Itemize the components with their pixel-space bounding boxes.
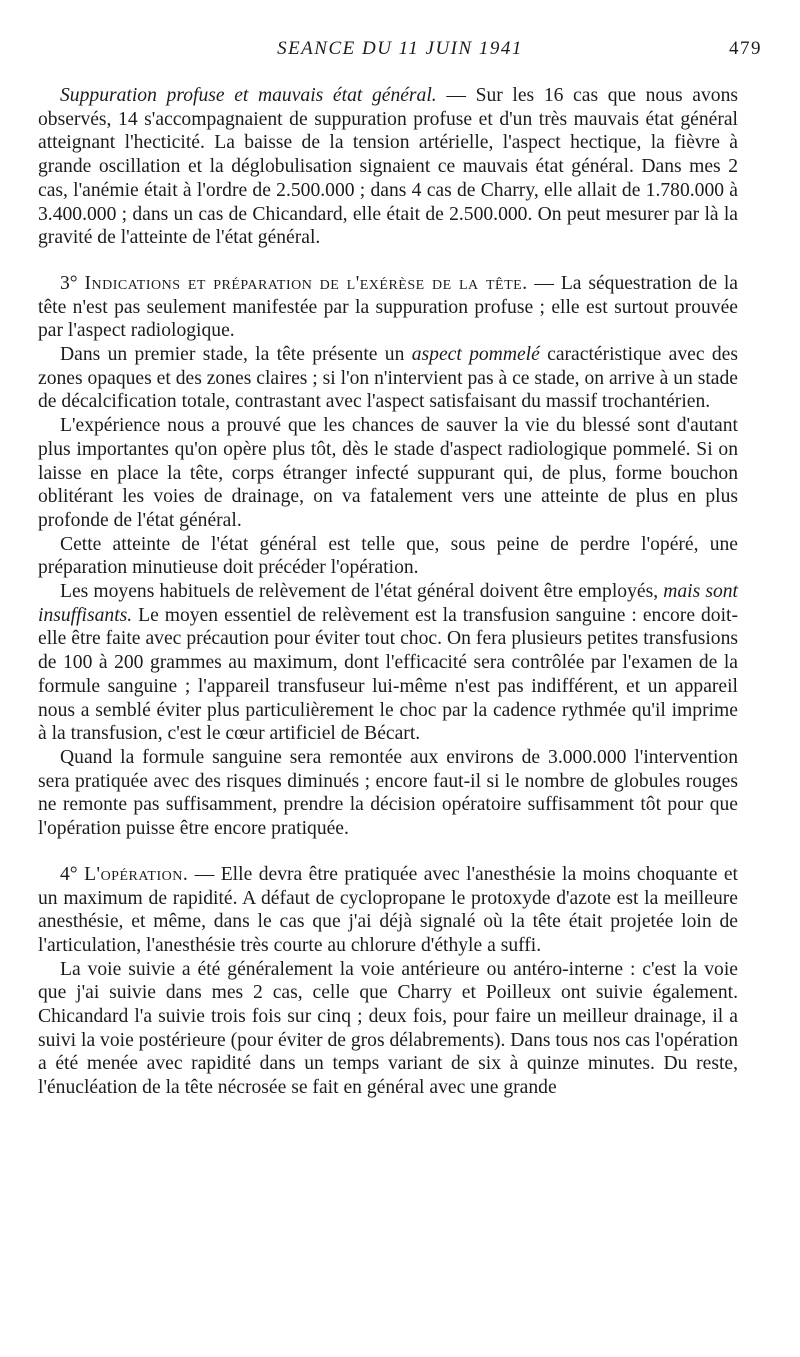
paragraph-moyens — [38, 580, 738, 746]
page-number: 479 — [729, 38, 762, 59]
paragraph-text: caractéristique avec des zones opaques et des zones claires ; si l'on n'intervient pas à ce stade, on arrive à un stade de décalcification totale, contrastant avec l'aspect satisfaisant du massif trochantérien. — [38, 344, 738, 413]
paragraph-text: Le moyen essentiel de relèvement est la transfusion sanguine : encore doit-elle être faite avec précaution pour éviter tout choc. On fera plusieurs petites transfusions de 100 à 200 grammes au maximum, dont l'efficacité sera contrôlée par l'examen de la formule sanguine ; l'appareil transfuseur lui-même n'est pas indifférent, et un appareil nous a semblé éviter plus particulièrement le choc par la cadence rythmée qu'il imprime à la transfusion, c'est le cœur artificiel de Bécart. — [38, 604, 738, 745]
italic-lead: Suppuration profuse et mauvais état général. — [60, 85, 437, 106]
section-3-paragraph — [38, 272, 738, 343]
italic-term: mais sont insuffisants. — [38, 581, 739, 626]
running-title: SEANCE DU 11 JUIN 1941 — [277, 38, 523, 59]
paragraph-suppuration — [38, 84, 738, 250]
section-number: 3° — [60, 272, 78, 294]
paragraph-text: Les moyens habituels de relèvement de l'état général doivent être employés, — [60, 581, 664, 603]
paragraph-voie: La voie suivie a été généralement la voie antérieure ou antéro-interne : c'est la voie que j'ai suivie dans mes 2 cas, celle que Charry et Poilleux ont suivie également. Chicandard l'a suivie trois fois sur cinq ; deux fois, pour faire un meilleur drainage, il a suivi la voie postérieure (pour éviter de gros délabrements). Dans tous nos cas l'opération a été menée avec rapidité dans un temps variant de six à quinze minutes. Du reste, l'énucléation de la tête nécrosée se fait en général avec une grande — [38, 958, 738, 1099]
paragraph-text: — Sur les 16 cas que nous avons observés, 14 s'accompagnaient de suppuration profuse et d'un très mauvais état général atteignant l'hecticité. La baisse de la tension artérielle, l'aspect hectique, la fièvre à grande oscillation et la déglobulisation signaient ce mauvais état général. Dans mes 2 cas, l'anémie était à l'ordre de 2.500.000 ; dans 4 cas de Charry, elle allait de 1.780.000 à 3.400.000 ; dans un cas de Chicandard, elle était de 2.500.000. On peut mesurer par là la gravité de l'atteinte de l'état général. — [38, 85, 738, 249]
section-heading: L'opération. — [84, 863, 189, 885]
paragraph-atteinte: Cette atteinte de l'état général est telle que, sous peine de perdre l'opéré, une préparation minutieuse doit précéder l'opération. — [38, 533, 738, 579]
section-heading: Indications et préparation de l'exérèse de la tête. — [84, 272, 528, 294]
italic-term: aspect pommelé — [411, 344, 540, 366]
paragraph-formule: Quand la formule sanguine sera remontée aux environs de 3.000.000 l'intervention sera pratiquée avec des risques diminués ; encore faut-il si le nombre de globules rouges ne remonte pas suffisamment, prendre la décision opératoire suffisamment tôt pour que l'opération puisse être encore pratiquée. — [38, 746, 738, 840]
paragraph-text: — Elle devra être pratiquée avec l'anesthésie la moins choquante et un maximum de rapidité. A défaut de cyclopropane le protoxyde d'azote est la meilleure anesthésie, et même, dans le cas que j'ai déjà signalé où la tête était projetée loin de l'articulation, l'anesthésie très courte au chlorure d'éthyle a suffi. — [38, 863, 738, 956]
paragraph-text: Dans un premier stade, la tête présente un — [60, 344, 412, 366]
section-number: 4° — [60, 863, 78, 885]
paragraph-text: — La séquestration de la tête n'est pas seulement manifestée par la suppuration profuse ; elle est surtout prouvée par l'aspect radiologique. — [38, 272, 738, 342]
body-text — [38, 84, 738, 1100]
paragraph-experience: L'expérience nous a prouvé que les chances de sauver la vie du blessé sont d'autant plus importantes qu'on opère plus tôt, dès le stade d'aspect radiologique pommelé. Si on laisse en place la tête, corps étranger infecté suppurant qui, de plus, forme bouchon oblitérant les voies de drainage, on va fatalement vers une atteinte de plus en plus profonde de l'état général. — [38, 415, 738, 531]
section-4-paragraph — [38, 863, 738, 958]
paragraph-stade — [38, 343, 738, 414]
